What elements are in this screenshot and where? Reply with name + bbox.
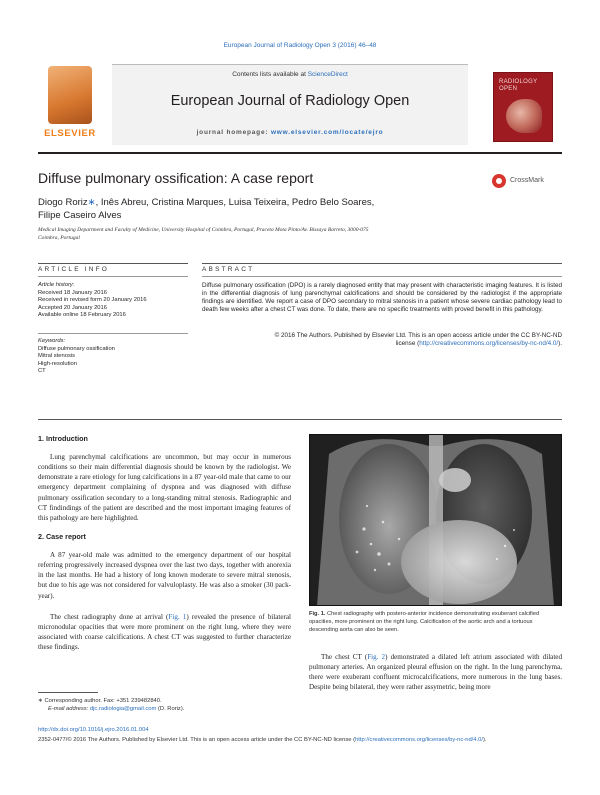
journal-cover-thumbnail[interactable] <box>493 72 553 142</box>
article-history <box>38 282 188 320</box>
divider <box>38 333 188 334</box>
sciencedirect-link[interactable]: ScienceDirect <box>307 71 348 78</box>
corresponding-author-marker[interactable]: ∗ <box>87 197 96 208</box>
divider <box>38 263 188 264</box>
license-footer: 2352-0477/© 2016 The Authors. Published by Elsevier Ltd. This is an open access article under the CC BY-NC-ND license (http://creativecommons.org/licenses/by-nc-nd/4.0/). <box>38 737 487 743</box>
article-title: Diffuse pulmonary ossification: A case report <box>38 170 314 186</box>
elsevier-logo[interactable] <box>38 66 102 144</box>
masthead-divider <box>38 152 562 154</box>
abstract-text: Diffuse pulmonary ossification (DPO) is a rarely diagnosed entity that may present with characteristic imaging features. It is listed in the differential diagnosis of lung parenchymal calcifications and should be considered by the radiologist if the appropriate findings are identified. We report a case of DPO secondary to mitral stenosis in a patient whose severe cardiac pathology lead to death few weeks after a chest CT was done. To date, there are no specific treatments with proved benefit in this pathology. <box>202 282 562 313</box>
figure-1-reference[interactable]: Fig. 1 <box>168 613 187 621</box>
divider <box>38 276 188 277</box>
crossmark-badge[interactable] <box>492 174 562 190</box>
history-item: Accepted 20 January 2016 <box>38 304 107 311</box>
footnote-divider <box>38 692 98 693</box>
abstract-heading: ABSTRACT <box>202 266 255 273</box>
history-item: Available online 18 February 2016 <box>38 312 126 319</box>
crossmark-icon <box>492 174 506 188</box>
journal-masthead <box>38 60 562 150</box>
article-info-heading: ARTICLE INFO <box>38 266 110 273</box>
journal-homepage: journal homepage: www.elsevier.com/locate/ejro <box>196 129 384 136</box>
divider <box>202 263 562 264</box>
crossmark-label: CrossMark <box>510 177 544 184</box>
doi-link[interactable]: http://dx.doi.org/10.1016/j.ejro.2016.01.004 <box>38 727 149 733</box>
divider <box>202 276 562 277</box>
abstract-copyright: © 2016 The Authors. Published by Elsevier Ltd. This is an open access article under the CC BY-NC-ND license (http://creativecommons.org/licenses/by-nc-nd/4.0/). <box>274 332 562 347</box>
case-report-paragraph: The chest radiography done at arrival (Fig. 1) revealed the presence of bilateral micronodular opacities that were more prominent on the right lung, where they were associated with coarse calcifications. A chest CT was suggested to further characterize these findings. <box>38 613 291 652</box>
keyword: High-resolution <box>38 360 77 367</box>
introduction-paragraph: Lung parenchymal calcifications are uncommon, but may occur in numerous conditions so their main differential diagnosis should be known by the radiologist. We demonstrate a rare etiology for lung calcifications in a 87 year-old male that came to our emergency department complaining of dyspnea and was diagnosed with diffuse pulmonary ossification secondary to a long-standing mitral stenosis. Radiographic and CT findindings of the patient are described and the most important imaging features of this pathology are here highlighted. <box>38 453 291 522</box>
elsevier-tree-icon <box>48 66 92 124</box>
license-footer-link[interactable]: http://creativecommons.org/licenses/by-nc-nd/4.0/ <box>355 737 483 743</box>
keyword: Diffuse pulmonary ossification <box>38 345 115 352</box>
case-report-paragraph: The chest CT (Fig. 2) demonstrated a dilated left atrium associated with dilated pulmonary arteries. An organized pleural effusion on the right. In the lung parenchyma, there were exuberant confluent microcalcifications, more numerous in the lung bases. Despite being bilateral, they were rather assymetric, being more <box>309 653 562 692</box>
section-title-case-report: 2. Case report <box>38 532 86 541</box>
keywords-label: Keywords: <box>38 338 66 344</box>
masthead-banner <box>112 64 468 145</box>
keyword: CT <box>38 368 46 375</box>
keywords <box>38 338 188 376</box>
cover-artwork <box>506 99 542 133</box>
figure-2-reference[interactable]: Fig. 2 <box>367 653 386 661</box>
figure-1-caption: Fig. 1. Chest radiography with postero-anterior incidence demonstrating exuberant calcified opacities, more prominent on the right lung. Calcification of the aortic arch and a tortuous descending aorta can also be seen. <box>309 611 540 633</box>
figure-label: Fig. 1. <box>309 611 326 617</box>
license-link[interactable]: http://creativecommons.org/licenses/by-nc-nd/4.0/ <box>419 340 559 347</box>
author-names: , Inês Abreu, Cristina Marques, Luisa Teixeira, Pedro Belo Soares, <box>95 197 375 208</box>
author-list <box>38 196 488 222</box>
section-title-introduction: 1. Introduction <box>38 434 88 443</box>
contents-line: Contents lists available at ScienceDirect <box>232 71 348 78</box>
chest-radiograph-image <box>309 434 562 606</box>
keyword: Mitral stenosis <box>38 353 76 360</box>
author-affiliation: Medical Imaging Department and Faculty of Medicine, University Hospital of Coimbra, Portugal, Praceta Mota Pinto/Av. Bissaya Barreto, 3000-075 Coimbra, Portugal <box>38 227 369 241</box>
history-label: Article history: <box>38 282 75 288</box>
case-report-paragraph: A 87 year-old male was admitted to the emergency department of our hospital referring progressively increased dyspnea over the last two days, together with anorexia in the last months. He had a history of long known moderate to severe mitral stenosis, but due to his age was not considered for valvuloplasty. He was also a smoker (30 pack-year). <box>38 551 291 600</box>
running-header[interactable]: European Journal of Radiology Open 3 (2016) 46–48 <box>223 42 377 49</box>
divider <box>38 419 562 420</box>
homepage-link[interactable]: www.elsevier.com/locate/ejro <box>270 129 384 136</box>
journal-name: European Journal of Radiology Open <box>170 93 410 109</box>
cover-title: RADIOLOGY OPEN <box>499 79 538 92</box>
corresponding-author-footnote: ∗ Corresponding author. Fax: +351 239482840. E-mail address: djc.radiologia@gmail.com (D. Roriz). <box>38 698 185 713</box>
author-name: Diogo Roriz <box>38 197 88 208</box>
figure-1-chest-radiograph[interactable] <box>309 434 562 606</box>
history-item: Received 18 January 2016 <box>38 289 107 296</box>
email-link[interactable]: djc.radiologia@gmail.com <box>89 706 157 713</box>
author-names: Filipe Caseiro Alves <box>38 210 122 221</box>
history-item: Received in revised form 20 January 2016 <box>38 297 147 304</box>
elsevier-wordmark: ELSEVIER <box>44 128 96 139</box>
